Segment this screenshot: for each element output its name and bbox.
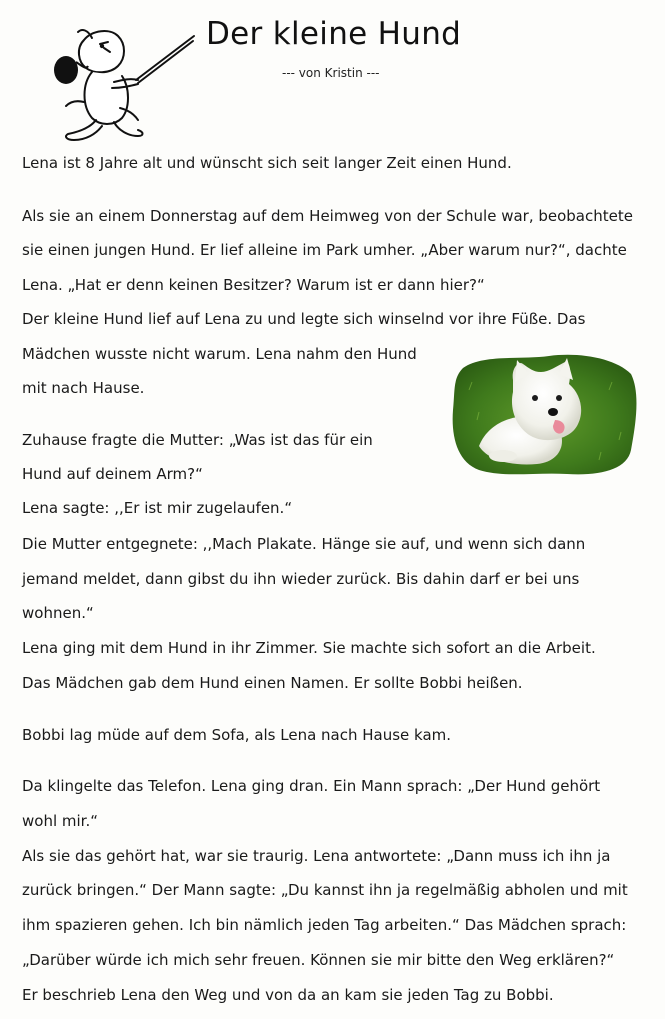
story-line: Hund auf deinem Arm?“ bbox=[22, 465, 203, 483]
story-line: Zuhause fragte die Mutter: „Was ist das für ein bbox=[22, 431, 373, 449]
cartoon-dog-with-pointer-icon bbox=[52, 22, 198, 148]
story-line: Lena. „Hat er denn keinen Besitzer? Warum ist er dann hier?“ bbox=[22, 276, 485, 294]
story-line: wohnen.“ bbox=[22, 604, 94, 622]
story-line: „Darüber würde ich mich sehr freuen. Können sie mir bitte den Weg erklären?“ bbox=[22, 951, 615, 969]
story-line: Als sie an einem Donnerstag auf dem Heimweg von der Schule war, beobachtete bbox=[22, 207, 633, 225]
white-terrier-photo bbox=[449, 350, 639, 480]
story-line: sie einen jungen Hund. Er lief alleine im Park umher. „Aber warum nur?“, dachte bbox=[22, 241, 627, 259]
story-line: Bobbi lag müde auf dem Sofa, als Lena nach Hause kam. bbox=[22, 726, 452, 744]
story-line: ihm spazieren gehen. Ich bin nämlich jeden Tag arbeiten.“ Das Mädchen sprach: bbox=[22, 916, 627, 934]
story-line: Da klingelte das Telefon. Lena ging dran. Ein Mann sprach: „Der Hund gehört bbox=[22, 777, 601, 795]
story-line: wohl mir.“ bbox=[22, 812, 98, 830]
story-line: Er beschrieb Lena den Weg und von da an kam sie jeden Tag zu Bobbi. bbox=[22, 986, 554, 1004]
story-line: Als sie das gehört hat, war sie traurig. Lena antwortete: „Dann muss ich ihn ja bbox=[22, 847, 611, 865]
story-line: Lena ging mit dem Hund in ihr Zimmer. Sie machte sich sofort an die Arbeit. bbox=[22, 639, 596, 657]
story-line: zurück bringen.“ Der Mann sagte: „Du kannst ihn ja regelmäßig abholen und mit bbox=[22, 881, 628, 899]
story-line: Das Mädchen gab dem Hund einen Namen. Er sollte Bobbi heißen. bbox=[22, 674, 523, 692]
story-line: Der kleine Hund lief auf Lena zu und legte sich winselnd vor ihre Füße. Das bbox=[22, 310, 586, 328]
author-line: --- von Kristin --- bbox=[282, 66, 380, 80]
story-line: jemand meldet, dann gibst du ihn wieder zurück. Bis dahin darf er bei uns bbox=[22, 570, 580, 588]
story-line: Lena ist 8 Jahre alt und wünscht sich seit langer Zeit einen Hund. bbox=[22, 154, 512, 172]
story-line: mit nach Hause. bbox=[22, 379, 145, 397]
story-line: Lena sagte: ,,Er ist mir zugelaufen.“ bbox=[22, 499, 293, 517]
story-line: Mädchen wusste nicht warum. Lena nahm den Hund bbox=[22, 345, 417, 363]
story-title: Der kleine Hund bbox=[206, 16, 462, 52]
story-line: Die Mutter entgegnete: ,,Mach Plakate. Hänge sie auf, und wenn sich dann bbox=[22, 535, 586, 553]
